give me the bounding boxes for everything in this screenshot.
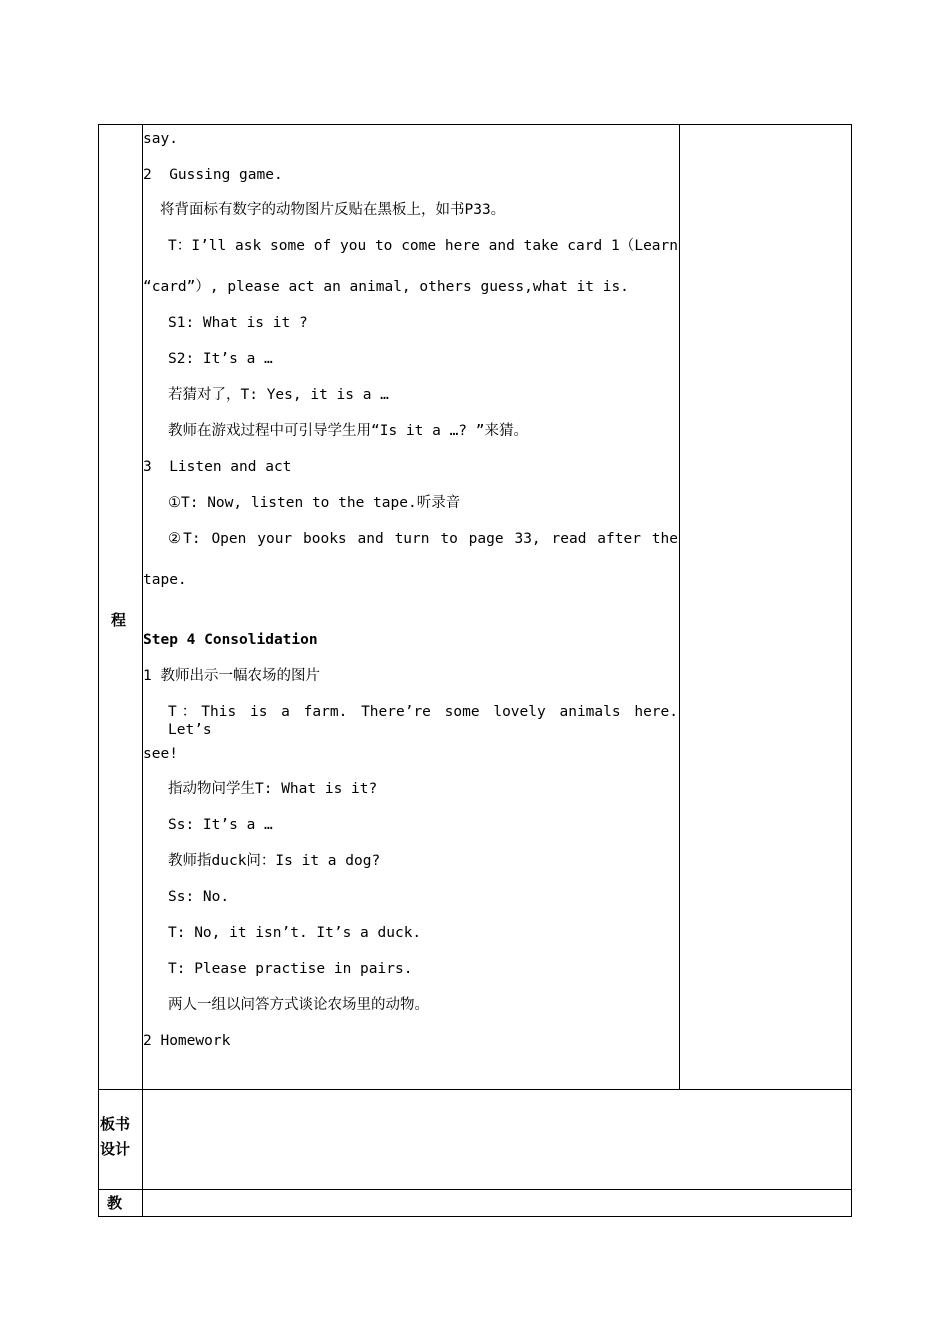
content-line: 指动物问学生T: What is it? [168,781,378,797]
content-line: 1 教师出示一幅农场的图片 [143,668,320,684]
content-line: 两人一组以问答方式谈论农场里的动物。 [168,997,429,1013]
content-line: see! [143,746,178,762]
teach-label: 教 [107,1194,123,1212]
content-line: T：I’ll ask some of you to come here and take card 1（Learn [168,238,678,254]
content-line: S1: What is it ? [168,315,308,331]
content-line: 3 Listen and act [143,459,292,475]
notes-column-divider [679,124,680,1090]
content-line: T：This is a farm. There’re some lovely animals here. Let’s [168,704,678,738]
content-line: Ss: No. [168,889,230,905]
content-line: “card”）, please act an animal, others guess,what it is. [143,279,629,295]
content-line: 若猜对了，T: Yes, it is a … [168,387,389,403]
table-right-border [851,124,852,1217]
row-divider-teach [98,1189,852,1190]
content-line: 教师在游戏过程中可引导学生用“Is it a …? ”来猜。 [168,423,528,439]
table-bottom-border [98,1216,852,1217]
content-line: say. [143,131,178,147]
row-divider-board [98,1089,852,1090]
content-line: tape. [143,572,187,588]
content-line: 2 Homework [143,1033,231,1049]
table-left-border [98,124,99,1217]
content-line: 将背面标有数字的动物图片反贴在黑板上，如书P33。 [160,202,506,218]
content-line: 2 Gussing game. [143,167,283,183]
board-design-label-line1: 板书 [100,1115,131,1133]
content-line: 教师指duck问：Is it a dog? [168,853,381,869]
content-line: T: No, it isn’t. It’s a duck. [168,925,422,941]
content-line: S2: It’s a … [168,351,273,367]
content-line: T: Please practise in pairs. [168,961,413,977]
section-heading: Step 4 Consolidation [143,632,318,648]
content-line: Ss: It’s a … [168,817,273,833]
content-line: ②T: Open your books and turn to page 33, read after the [168,531,678,547]
table-top-border [98,124,852,125]
process-label: 程 [111,611,127,629]
content-line: ①T: Now, listen to the tape.听录音 [168,495,461,511]
board-design-label-line2: 设计 [100,1140,131,1158]
